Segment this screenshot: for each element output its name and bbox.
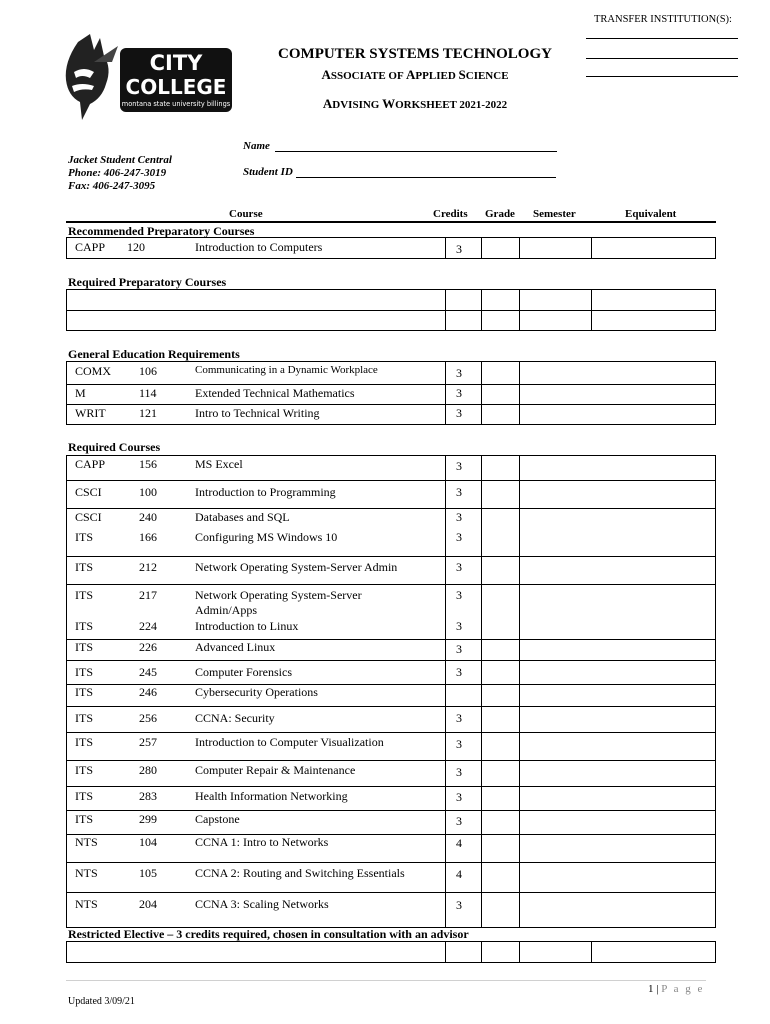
- degree-subtitle: ASSOCIATE OF APPLIED SCIENCE: [321, 67, 509, 82]
- col-equivalent: Equivalent: [625, 208, 677, 220]
- gened-row1-dept: COMX: [75, 364, 112, 378]
- req-row6-title: Network Operating System-Server: [195, 588, 362, 602]
- header-rule: [66, 221, 716, 223]
- contact-fax: Fax: 406-247-3095: [68, 180, 156, 192]
- req-row14-dept: ITS: [75, 789, 93, 803]
- req-row9-title: Computer Forensics: [195, 665, 292, 679]
- prep-table: [66, 237, 716, 259]
- req-row14-title: Health Information Networking: [195, 789, 348, 803]
- gened-row1-title: Communicating in a Dynamic Workplace: [195, 364, 378, 376]
- student-id-input-line[interactable]: [296, 177, 556, 178]
- req-row1-title: MS Excel: [195, 457, 243, 471]
- prep-dept: CAPP: [75, 240, 106, 254]
- name-label: Name: [243, 140, 270, 152]
- gened-row3-dept: WRIT: [75, 406, 106, 420]
- req-row12-dept: ITS: [75, 735, 93, 749]
- req-row18-dept: NTS: [75, 897, 98, 911]
- gened-row2-num: 114: [139, 386, 157, 400]
- name-input-line[interactable]: [275, 151, 557, 152]
- req-row1-dept: CAPP: [75, 457, 106, 471]
- gened-row3-title: Intro to Technical Writing: [195, 406, 320, 420]
- page-number: 1 | P a g e: [648, 983, 705, 995]
- req-row13-title: Computer Repair & Maintenance: [195, 763, 356, 777]
- logo-text-tagline: montana state university billings: [121, 100, 231, 108]
- req-row16-title: CCNA 1: Intro to Networks: [195, 835, 329, 849]
- student-id-label: Student ID: [243, 166, 293, 178]
- req-row15-title: Capstone: [195, 812, 240, 826]
- req-row6-credits: 3: [456, 588, 462, 602]
- req-row15-dept: ITS: [75, 812, 93, 826]
- gened-row2-credits: 3: [456, 386, 462, 400]
- req-row6-num: 217: [139, 588, 157, 602]
- req-row14-num: 283: [139, 789, 157, 803]
- req-row4-dept: ITS: [75, 530, 93, 544]
- req-row10-title: Cybersecurity Operations: [195, 685, 318, 699]
- req-row11-title: CCNA: Security: [195, 711, 275, 725]
- req-row9-num: 245: [139, 665, 157, 679]
- logo-text-college: COLLEGE: [125, 75, 227, 99]
- footer-rule: [66, 980, 706, 981]
- req-row13-dept: ITS: [75, 763, 93, 777]
- req-row1-credits: 3: [456, 459, 462, 473]
- section-restricted-elective: Restricted Elective – 3 credits required, chosen in consultation with an advisor: [68, 927, 469, 941]
- req-row8-credits: 3: [456, 642, 462, 656]
- req-row7-credits: 3: [456, 619, 462, 633]
- gened-row1-num: 106: [139, 364, 157, 378]
- req-row7-num: 224: [139, 619, 157, 633]
- req-row5-dept: ITS: [75, 560, 93, 574]
- req-row15-num: 299: [139, 812, 157, 826]
- req-row10-num: 246: [139, 685, 157, 699]
- req-row17-credits: 4: [456, 867, 462, 881]
- req-row4-num: 166: [139, 530, 157, 544]
- req-row3-title: Databases and SQL: [195, 510, 290, 524]
- req-row18-credits: 3: [456, 898, 462, 912]
- req-row3-credits: 3: [456, 510, 462, 524]
- req-row17-num: 105: [139, 866, 157, 880]
- req-row2-title: Introduction to Programming: [195, 485, 336, 499]
- req-row12-num: 257: [139, 735, 157, 749]
- req-row15-credits: 3: [456, 814, 462, 828]
- req-row3-dept: CSCI: [75, 510, 102, 524]
- gened-row2-dept: M: [75, 386, 86, 400]
- section-recommended-prep: Recommended Preparatory Courses: [68, 224, 255, 238]
- req-row11-dept: ITS: [75, 711, 93, 725]
- yellowjacket-logo-graphic: [60, 32, 240, 124]
- req-row13-credits: 3: [456, 765, 462, 779]
- req-row11-num: 256: [139, 711, 157, 725]
- req-row18-num: 204: [139, 897, 157, 911]
- updated-date: Updated 3/09/21: [68, 996, 135, 1007]
- col-semester: Semester: [533, 208, 576, 220]
- gened-row1-credits: 3: [456, 366, 462, 380]
- transfer-institution-label: TRANSFER INSTITUTION(S):: [594, 14, 732, 25]
- req-row2-dept: CSCI: [75, 485, 102, 499]
- req-row17-dept: NTS: [75, 866, 98, 880]
- section-required-courses: Required Courses: [68, 440, 161, 454]
- worksheet-title: ADVISING WORKSHEET 2021-2022: [322, 96, 508, 111]
- req-row7-title: Introduction to Linux: [195, 619, 299, 633]
- req-row12-title: Introduction to Computer Visualization: [195, 735, 384, 749]
- contact-phone: Phone: 406-247-3019: [68, 167, 167, 179]
- req-row2-credits: 3: [456, 485, 462, 499]
- gened-row2-title: Extended Technical Mathematics: [195, 386, 355, 400]
- req-row10-dept: ITS: [75, 685, 93, 699]
- col-course: Course: [229, 208, 263, 220]
- elective-table[interactable]: [66, 941, 716, 963]
- required-courses-table: [66, 455, 716, 928]
- req-row5-title: Network Operating System-Server Admin: [195, 560, 398, 574]
- req-row17-title: CCNA 2: Routing and Switching Essentials: [195, 866, 405, 880]
- prep-num: 120: [127, 240, 145, 254]
- req-row18-title: CCNA 3: Scaling Networks: [195, 897, 329, 911]
- req-row13-num: 280: [139, 763, 157, 777]
- req-row2-num: 100: [139, 485, 157, 499]
- col-credits: Credits: [433, 208, 468, 220]
- req-row11-credits: 3: [456, 711, 462, 725]
- gen-ed-table: [66, 361, 716, 425]
- req-row1-num: 156: [139, 457, 157, 471]
- prep-credits: 3: [456, 242, 462, 256]
- req-row6-title-line2: Admin/Apps: [195, 603, 258, 617]
- req-row6-dept: ITS: [75, 588, 93, 602]
- req-row5-credits: 3: [456, 560, 462, 574]
- transfer-line-3[interactable]: [586, 76, 738, 77]
- contact-office: Jacket Student Central: [68, 154, 172, 166]
- prep-title: Introduction to Computers: [195, 240, 323, 254]
- req-row8-dept: ITS: [75, 640, 93, 654]
- city-college-logo: [60, 32, 240, 124]
- req-row12-credits: 3: [456, 737, 462, 751]
- req-row7-dept: ITS: [75, 619, 93, 633]
- req-row16-dept: NTS: [75, 835, 98, 849]
- req-row5-num: 212: [139, 560, 157, 574]
- req-row9-credits: 3: [456, 665, 462, 679]
- col-grade: Grade: [485, 208, 515, 220]
- req-row16-credits: 4: [456, 836, 462, 850]
- req-row16-num: 104: [139, 835, 157, 849]
- gened-row3-credits: 3: [456, 406, 462, 420]
- required-prep-table[interactable]: [66, 289, 716, 331]
- transfer-line-1[interactable]: [586, 38, 738, 39]
- req-row4-title: Configuring MS Windows 10: [195, 530, 338, 544]
- gened-row3-num: 121: [139, 406, 157, 420]
- req-row14-credits: 3: [456, 790, 462, 804]
- req-row8-num: 226: [139, 640, 157, 654]
- req-row9-dept: ITS: [75, 665, 93, 679]
- section-gen-ed: General Education Requirements: [68, 347, 240, 361]
- section-required-prep: Required Preparatory Courses: [68, 275, 227, 289]
- logo-text-city: CITY: [149, 51, 203, 75]
- contact-block: [68, 154, 172, 193]
- transfer-line-2[interactable]: [586, 58, 738, 59]
- req-row8-title: Advanced Linux: [195, 640, 276, 654]
- req-row3-num: 240: [139, 510, 157, 524]
- program-title: COMPUTER SYSTEMS TECHNOLOGY: [278, 46, 552, 62]
- req-row4-credits: 3: [456, 530, 462, 544]
